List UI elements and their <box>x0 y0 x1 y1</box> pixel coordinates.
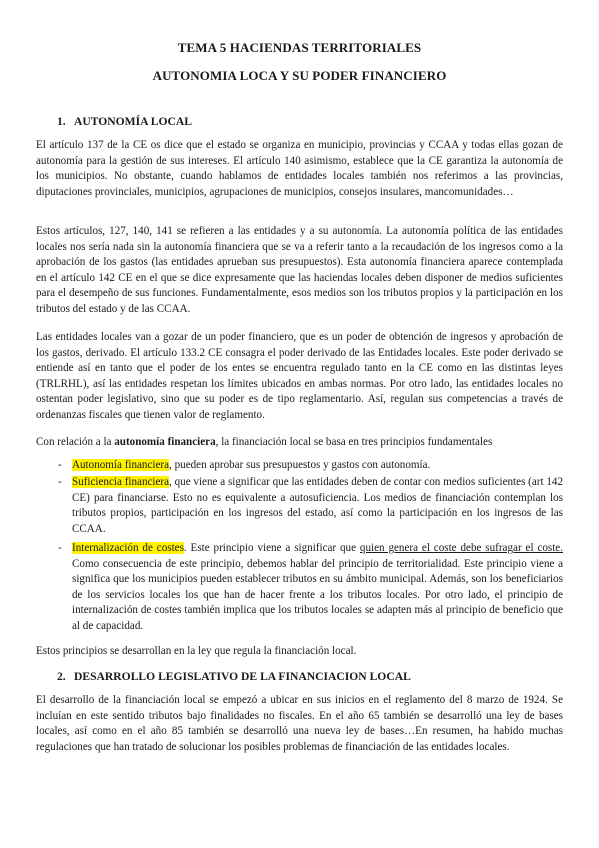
bullet-item-3 <box>72 541 563 634</box>
highlighted-term: Suficiencia financiera <box>72 476 170 488</box>
section-heading-1 <box>57 115 192 128</box>
paragraph-4-bold: autonomía financiera <box>114 436 216 448</box>
document-subtitle: AUTONOMIA LOCA Y SU PODER FINANCIERO <box>152 68 447 83</box>
highlighted-term: Autonomía financiera <box>72 459 170 471</box>
paragraph-4-text: Con relación a la <box>36 436 115 448</box>
paragraph-4-text-end: , la financiación local se basa en tres principios fundamentales <box>215 436 493 448</box>
paragraph-3: Las entidades locales van a gozar de un poder financiero, que es un poder de obtención de ingresos y aprobación de los gastos, derivado. El artículo 133.2 CE consagra el poder derivado de las Entidades locales. Este poder derivado se entiende así en tanto que el poder de los entes se encuentra regulado tanto en la CE como en las distintas leyes (TRLRHL), así las entidades respetan los límites ubicados en ambas normas. Por otro lado, las entidades locales no ostentan poder legislativo, sino que su poder es de tipo reglamentario. Así, regulan sus competencias a través de ordenanzas fiscales que tienen valor de reglamento. <box>36 331 563 421</box>
bullet-text-end: Como consecuencia de este principio, debemos hablar del principio de territorialidad. Este principio viene a significa que los municipios pueden establecer tributos en su ámbito municipal. Además, son los beneficiarios de los servicios locales los que han de hacer frente a los tributos locales. Por otro lado, el principio de internalización de costes también implica que los tributos locales se adapten más al principio de beneficio que al de capacidad. <box>72 557 563 632</box>
bullet-text: , que viene a significar que las entidades deben de contar con medios suficientes (art 142 CE) para financiarse. Esto no es equivalente a autosuficiencia. Los medios de financiación contemplan los tributos propios, participación en los ingresos del estado, así como la participación en los ingresos de las CCAA. <box>72 476 563 535</box>
paragraph-6: El desarrollo de la financiación local se empezó a ubicar en sus inicios en el reglamento del 8 marzo de 1924. Se incluían en este sentido tributos bajo finalidades no fiscales. En el año 65 también se desarrolló una ley de bases locales, así como en el año 85 también se desarrolló una nueva ley de bases…En resumen, ha habido muchas regulaciones que han tratado de solucionar los posibles problemas de financiación de las entidades locales. <box>36 694 563 753</box>
bullet-marker: - <box>58 459 62 471</box>
section-heading-2 <box>57 670 411 683</box>
bullet-marker: - <box>58 542 62 554</box>
underlined-text: quien genera el coste debe sufragar el coste. <box>359 542 563 554</box>
document-title: TEMA 5 HACIENDAS TERRITORIALES <box>177 40 422 55</box>
bullet-item-1 <box>72 458 563 474</box>
paragraph-5: Estos principios se desarrollan en la ley que regula la financiación local. <box>36 645 357 657</box>
paragraph-4 <box>36 435 563 451</box>
highlighted-term: Internalización de costes <box>72 542 184 554</box>
bullet-item-2 <box>72 475 563 537</box>
section-number: 1. <box>57 115 66 128</box>
section-title: AUTONOMÍA LOCAL <box>74 115 192 128</box>
section-title: DESARROLLO LEGISLATIVO DE LA FINANCIACION LOCAL <box>74 670 411 683</box>
bullet-marker: - <box>58 476 62 488</box>
paragraph-1: El artículo 137 de la CE os dice que el estado se organiza en municipio, provincias y CCAA y todas ellas gozan de autonomía para la gestión de sus intereses. El artículo 140 asimismo, establece que la CE garantiza la autonomía de los municipios. No obstante, cuando hablamos de entidades locales también nos referimos a las provincias, diputaciones provinciales, municipios, agrupaciones de municipios, consejos insulares, mancomunidades… <box>36 139 563 198</box>
bullet-text: , pueden aprobar sus presupuestos y gastos con autonomía. <box>169 459 431 471</box>
section-number: 2. <box>57 670 66 683</box>
bullet-text: . Este principio viene a significar que <box>183 542 360 554</box>
paragraph-2: Estos artículos, 127, 140, 141 se refieren a las entidades y a su autonomía. La autonomía política de las entidades locales nos sería nada sin la autonomía financiera que se va a referir tanto a la recaudación de los ingresos como a la aprobación de los gastos (las entidades aprueban sus presupuestos). Esta autonomía financiera aparece contemplada en el artículo 142 CE en el que se dice expresamente que las haciendas locales deben disponer de medios suficientes para el desempeño de sus funciones. Fundamentalmente, esos medios son los tributos propios y la participación en los tributos del estado y de las CCAA. <box>36 225 563 315</box>
